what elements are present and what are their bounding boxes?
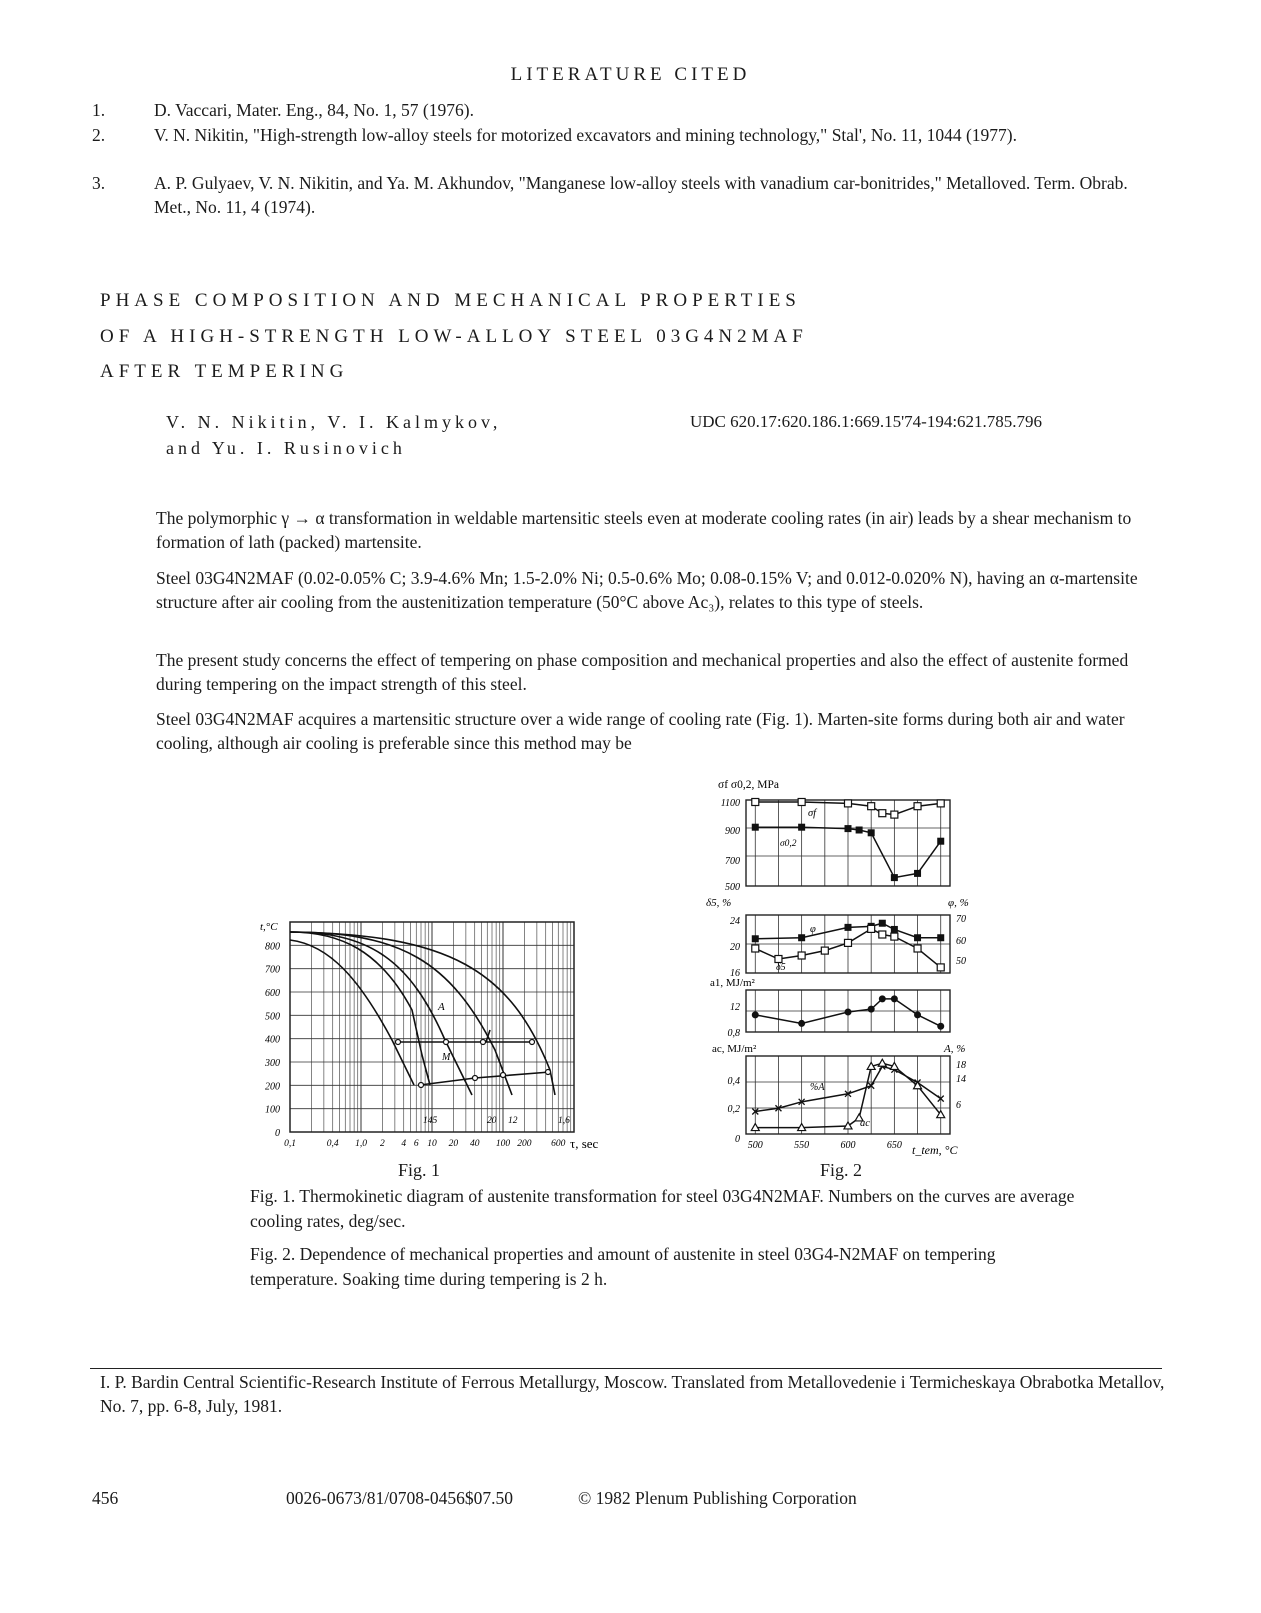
fig2-data-point xyxy=(845,924,852,931)
fig2-y-tick-label: 16 xyxy=(730,968,740,979)
fig2-y-tick-label: 20 xyxy=(730,942,740,953)
fig2-panel4-ylabel-right: A, % xyxy=(944,1043,966,1055)
fig1-mf-line xyxy=(420,1072,550,1085)
literature-heading: LITERATURE CITED xyxy=(510,64,751,85)
fig2-panel1-ylabel: σf σ0,2, MPa xyxy=(718,779,779,791)
fig2-y-tick-label: 700 xyxy=(725,856,740,867)
fig1-region-label: M xyxy=(442,1052,451,1063)
fig1-xlabel: τ, sec xyxy=(570,1136,599,1151)
fig2-data-point xyxy=(845,939,852,946)
fig1-x-tick-label: 40 xyxy=(469,1139,480,1149)
fig2-y-tick-label-right: 60 xyxy=(956,936,966,947)
fig2-panel3-ylabel: a1, MJ/m² xyxy=(710,977,755,989)
reference-text: A. P. Gulyaev, V. N. Nikitin, and Ya. M. Akhundov, "Manganese low-alloy steels with vanadium car-bonitrides," Metalloved. Term. Obrab. Met., No. 11, 4 (1974). xyxy=(154,173,1128,217)
fig1-y-tick-label: 500 xyxy=(265,1011,280,1023)
fig2-data-point xyxy=(845,800,852,807)
fig2-data-point xyxy=(798,824,805,831)
fig1-x-tick-label: 1,0 xyxy=(355,1139,367,1149)
authors-line-1: V. N. Nikitin, V. I. Kalmykov, xyxy=(166,412,502,432)
fig2-data-point xyxy=(868,925,875,932)
fig1-thermokinetic-diagram xyxy=(250,910,610,1160)
article-title-line-3: AFTER TEMPERING xyxy=(100,361,349,382)
fig2-panel2-ylabel: δ5, % xyxy=(706,897,732,909)
fig1-y-tick-label: 700 xyxy=(265,964,280,976)
fig2-data-point xyxy=(879,931,886,938)
fig2-data-point xyxy=(845,825,852,832)
fig1-label: Fig. 1 xyxy=(398,1160,441,1180)
fig1-y-tick-label: 100 xyxy=(265,1104,280,1116)
article-title-line-2: OF A HIGH-STRENGTH LOW-ALLOY STEEL 03G4N2MAF xyxy=(100,326,808,347)
fig1-rate-label: 145 xyxy=(423,1116,438,1126)
fig2-y-tick-label: 1100 xyxy=(720,798,740,809)
fig2-data-point xyxy=(891,933,898,940)
fig1-x-tick-label: 200 xyxy=(517,1139,532,1149)
reference-number: 3. xyxy=(92,173,106,193)
fig2-series-label: φ xyxy=(810,924,816,935)
fig2-data-point xyxy=(821,947,828,954)
reference-number: 2. xyxy=(92,125,106,145)
reference-number: 1. xyxy=(92,100,106,120)
reference-item xyxy=(92,123,1162,147)
fig1-x-tick-label: 0,1 xyxy=(284,1139,296,1149)
fig2-data-point xyxy=(845,1009,852,1016)
fig2-data-point xyxy=(798,799,805,806)
fig2-data-point xyxy=(752,1011,759,1018)
fig1-cooling-curve xyxy=(290,932,512,1095)
reference-item xyxy=(92,98,1162,122)
fig2-xlabel: t_tem, °C xyxy=(912,1143,958,1157)
fig2-x-tick-label: 550 xyxy=(794,1140,810,1151)
fig1-rate-label: 12 xyxy=(508,1116,518,1126)
fig2-data-point xyxy=(937,964,944,971)
fig1-cooling-curve xyxy=(290,940,414,1085)
fig2-data-point xyxy=(914,803,921,810)
footnote: I. P. Bardin Central Scientific-Research Institute of Ferrous Metallurgy, Moscow. Translated from Metallovedenie i Termicheskaya Obrabotka Metallov, No. 7, pp. 6-8, July, 1981. xyxy=(100,1372,1165,1416)
body-paragraph: The polymorphic γ → α transformation in weldable martensitic steels even at moderate cooling rates (in air) leads by a shear mechanism to formation of lath (packed) martensite. xyxy=(156,508,1132,552)
page-number: 456 xyxy=(92,1488,119,1508)
fig1-y-tick-label: 0 xyxy=(275,1128,280,1139)
fig2-data-point xyxy=(891,995,898,1002)
fig1-x-tick-label: 10 xyxy=(427,1139,437,1149)
udc-code: UDC 620.17:620.186.1:669.15'74-194:621.785.796 xyxy=(690,412,1043,431)
fig2-series-label: δ5 xyxy=(776,962,786,973)
fig2-data-point xyxy=(879,995,886,1002)
fig2-data-point xyxy=(914,1011,921,1018)
reference-text: D. Vaccari, Mater. Eng., 84, No. 1, 57 (1976). xyxy=(154,100,474,120)
footnote-divider xyxy=(90,1368,1162,1369)
fig2-y-tick-label: 24 xyxy=(730,916,740,927)
article-code: 0026-0673/81/0708-0456$07.50 xyxy=(286,1488,514,1508)
body-paragraph: Steel 03G4N2MAF acquires a martensitic structure over a wide range of cooling rate (Fig. 1). Marten-site forms during both air and water cooling, although air cooling is preferable since this method may be xyxy=(156,709,1125,753)
fig1-y-tick-label: 800 xyxy=(265,941,280,953)
fig1-x-tick-label: 100 xyxy=(495,1139,511,1149)
fig2-y-tick-label-right: 50 xyxy=(956,956,966,967)
fig2-y-tick-label: 0,4 xyxy=(727,1076,740,1087)
fig2-data-point xyxy=(914,945,921,952)
fig2-y-tick-label: 0,2 xyxy=(727,1104,740,1115)
reference-item xyxy=(92,171,1162,219)
fig2-data-point xyxy=(937,1023,944,1030)
fig2-data-point xyxy=(937,934,944,941)
fig2-y-tick-label-right: 14 xyxy=(956,1074,966,1085)
fig2-data-point xyxy=(891,926,898,933)
fig2-data-point xyxy=(868,829,875,836)
fig1-x-tick-label: 20 xyxy=(448,1139,459,1149)
fig2-y-tick-label-right: 70 xyxy=(956,914,966,925)
fig2-series-label: σf xyxy=(808,808,817,819)
fig1-x-tick-label: 2 xyxy=(379,1139,385,1149)
body-paragraph: The present study concerns the effect of tempering on phase composition and mechanical properties and also the effect of austenite formed during tempering on the impact strength of this steel. xyxy=(156,650,1129,694)
fig1-x-tick-label: 0,4 xyxy=(326,1139,339,1149)
fig1-y-tick-label: 200 xyxy=(265,1081,280,1093)
fig1-x-tick-label: 600 xyxy=(551,1139,566,1149)
fig2-y-tick-label-right: 18 xyxy=(956,1060,966,1071)
fig2-y-tick-label: 500 xyxy=(725,882,740,893)
fig2-data-point xyxy=(752,799,759,806)
fig1-rate-label: 1,6 xyxy=(558,1116,570,1126)
fig2-series-label: ac xyxy=(860,1118,870,1129)
copyright: © 1982 Plenum Publishing Corporation xyxy=(578,1488,857,1508)
authors-line-2: and Yu. I. Rusinovich xyxy=(166,438,406,458)
fig2-data-point xyxy=(879,810,886,817)
fig2-y-tick-label: 0,8 xyxy=(727,1028,740,1039)
fig2-properties-vs-tempering xyxy=(700,772,1000,1164)
fig2-data-point xyxy=(868,1006,875,1013)
fig2-data-point xyxy=(878,1059,886,1066)
fig2-data-point xyxy=(798,934,805,941)
fig2-data-point xyxy=(891,874,898,881)
fig2-data-point xyxy=(937,800,944,807)
article-title-line-1: PHASE COMPOSITION AND MECHANICAL PROPERTIES xyxy=(100,290,801,311)
fig2-x-tick-label: 650 xyxy=(886,1140,902,1151)
fig2-data-point xyxy=(752,945,759,952)
fig2-data-point xyxy=(868,803,875,810)
fig2-y-tick-label: 0 xyxy=(735,1134,740,1145)
fig2-data-point xyxy=(798,1020,805,1027)
fig2-data-point xyxy=(752,935,759,942)
fig2-panel2-ylabel-right: φ, % xyxy=(948,897,969,909)
fig1-x-tick-label: 4 xyxy=(401,1139,407,1149)
fig2-series-label: σ0,2 xyxy=(780,839,797,849)
fig2-data-point xyxy=(752,824,759,831)
fig2-panel4-ylabel: ac, MJ/m² xyxy=(712,1043,757,1055)
fig1-y-tick-label: 600 xyxy=(265,988,280,999)
fig2-x-tick-label: 500 xyxy=(747,1140,763,1151)
fig1-y-tick-label: 300 xyxy=(265,1058,280,1069)
fig2-y-tick-label-right: 6 xyxy=(956,1100,961,1111)
fig1-caption: Fig. 1. Thermokinetic diagram of austenite transformation for steel 03G4N2MAF. Numbers on the curves are average cooling rates, deg/sec. xyxy=(250,1186,1075,1231)
fig1-region-label: A xyxy=(438,1001,445,1013)
fig1-y-tick-label: 400 xyxy=(265,1034,280,1046)
fig2-data-point xyxy=(914,870,921,877)
fig2-series-label: %A xyxy=(810,1082,825,1093)
fig2-y-tick-label: 12 xyxy=(730,1002,740,1013)
fig1-ylabel: t,°C xyxy=(260,921,278,933)
body-paragraph: Steel 03G4N2MAF (0.02-0.05% C; 3.9-4.6% Mn; 1.5-2.0% Ni; 0.5-0.6% Mo; 0.08-0.15% V; and 0.012-0.020% N), having an α-martensite structure after air cooling from the austenitization temperature (50°C above Ac₃), relates to this type of steels. xyxy=(156,568,1138,612)
fig2-data-point xyxy=(798,952,805,959)
fig2-caption: Fig. 2. Dependence of mechanical properties and amount of austenite in steel 03G4-N2MAF on tempering temperature. Soaking time during tempering is 2 h. xyxy=(250,1244,996,1289)
fig2-data-point xyxy=(879,920,886,927)
fig1-rate-label: 20 xyxy=(487,1116,497,1126)
fig2-data-point xyxy=(856,827,863,834)
fig1-x-tick-label: 6 xyxy=(413,1139,419,1149)
fig2-label: Fig. 2 xyxy=(820,1160,863,1180)
fig1-cooling-curve xyxy=(290,932,472,1095)
fig2-data-point xyxy=(937,838,944,845)
fig2-data-point xyxy=(891,811,898,818)
reference-text: V. N. Nikitin, "High-strength low-alloy steels for motorized excavators and mining technology," Stal', No. 11, 1044 (1977). xyxy=(154,125,1017,145)
fig2-data-point xyxy=(914,934,921,941)
fig2-y-tick-label: 900 xyxy=(725,826,740,837)
fig2-x-tick-label: 600 xyxy=(840,1140,856,1151)
